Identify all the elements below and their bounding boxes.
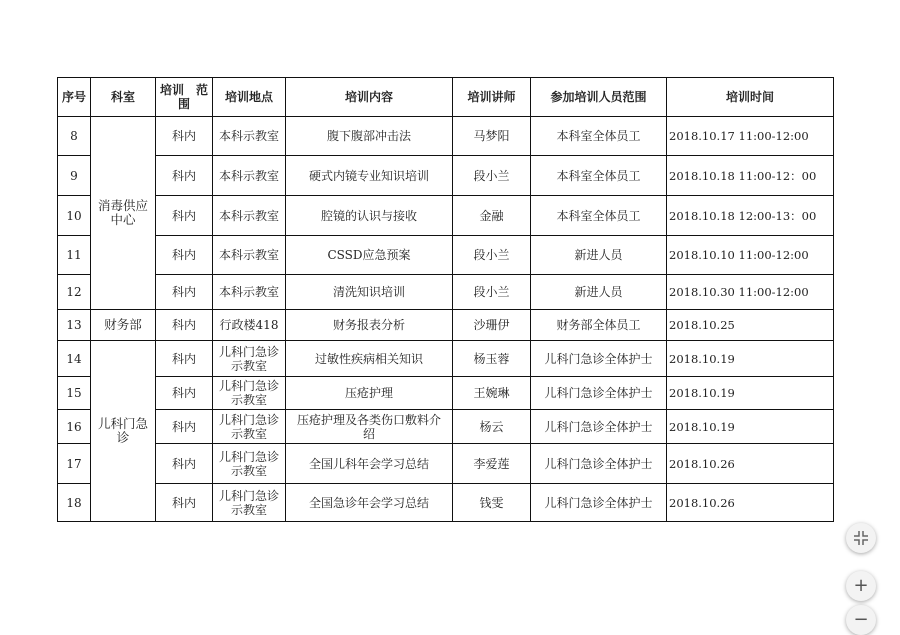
cell-no: 18 [58, 484, 91, 522]
cell-location-line1: 儿科门急诊 [218, 412, 279, 427]
table-row [58, 484, 834, 522]
dept-peds-line1: 儿科门急 [97, 416, 148, 431]
cell-lecturer: 杨云 [453, 410, 531, 444]
cell-scope: 科内 [156, 117, 213, 156]
header-scope [156, 78, 213, 117]
cell-participants: 新进人员 [531, 236, 667, 275]
cell-participants: 儿科门急诊全体护士 [531, 341, 667, 377]
dept-pediatric-emergency [91, 341, 156, 522]
cell-participants: 儿科门急诊全体护士 [531, 444, 667, 484]
header-participants: 参加培训人员范围 [531, 78, 667, 117]
cell-content-line2: 绍 [362, 426, 375, 441]
cell-location [213, 377, 286, 410]
cell-lecturer: 段小兰 [453, 275, 531, 310]
dept-finance: 财务部 [91, 310, 156, 341]
cell-content [286, 410, 453, 444]
cell-location: 本科示教室 [213, 117, 286, 156]
cell-participants: 本科室全体员工 [531, 156, 667, 196]
cell-content: 硬式内镜专业知识培训 [286, 156, 453, 196]
cell-location [213, 444, 286, 484]
table-row [58, 196, 834, 236]
header-dept: 科室 [91, 78, 156, 117]
cell-location: 本科示教室 [213, 275, 286, 310]
cell-location: 本科示教室 [213, 156, 286, 196]
cell-participants: 新进人员 [531, 275, 667, 310]
cell-no: 14 [58, 341, 91, 377]
zoom-out-button[interactable] [846, 605, 876, 635]
cell-content: 过敏性疾病相关知识 [286, 341, 453, 377]
cell-participants: 儿科门急诊全体护士 [531, 377, 667, 410]
cell-content: 全国儿科年会学习总结 [286, 444, 453, 484]
dept-supply-center [91, 117, 156, 310]
cell-scope: 科内 [156, 444, 213, 484]
cell-location-line2: 示教室 [230, 502, 267, 517]
header-lecturer: 培训讲师 [453, 78, 531, 117]
cell-time: 2018.10.18 12:00-13：00 [667, 196, 834, 236]
cell-location: 本科示教室 [213, 236, 286, 275]
cell-time: 2018.10.25 [667, 310, 834, 341]
cell-content: CSSD应急预案 [286, 236, 453, 275]
cell-lecturer: 金融 [453, 196, 531, 236]
cell-location [213, 341, 286, 377]
cell-time: 2018.10.26 [667, 444, 834, 484]
cell-scope: 科内 [156, 484, 213, 522]
cell-scope: 科内 [156, 410, 213, 444]
table-row [58, 377, 834, 410]
table-row [58, 275, 834, 310]
cell-no: 10 [58, 196, 91, 236]
cell-time: 2018.10.19 [667, 341, 834, 377]
header-scope-line1: 培训 范 [159, 83, 208, 97]
cell-location [213, 484, 286, 522]
table-header-row [58, 78, 834, 117]
cell-time: 2018.10.19 [667, 410, 834, 444]
header-scope-line2: 围 [177, 97, 190, 111]
header-no: 序号 [58, 78, 91, 117]
cell-scope: 科内 [156, 341, 213, 377]
cell-no: 17 [58, 444, 91, 484]
header-content: 培训内容 [286, 78, 453, 117]
cell-lecturer: 段小兰 [453, 156, 531, 196]
cell-content-line1: 压疮护理及各类伤口敷料介 [296, 412, 441, 427]
cell-location: 行政楼418 [213, 310, 286, 341]
cell-participants: 财务部全体员工 [531, 310, 667, 341]
cell-participants: 儿科门急诊全体护士 [531, 410, 667, 444]
cell-location-line2: 示教室 [230, 426, 267, 441]
cell-content: 腔镜的认识与接收 [286, 196, 453, 236]
cell-no: 9 [58, 156, 91, 196]
cell-lecturer: 沙珊伊 [453, 310, 531, 341]
cell-location [213, 410, 286, 444]
cell-no: 11 [58, 236, 91, 275]
cell-no: 12 [58, 275, 91, 310]
cell-scope: 科内 [156, 156, 213, 196]
cell-content: 压疮护理 [286, 377, 453, 410]
cell-no: 8 [58, 117, 91, 156]
cell-content: 财务报表分析 [286, 310, 453, 341]
cell-scope: 科内 [156, 275, 213, 310]
table-row [58, 410, 834, 444]
cell-content: 清洗知识培训 [286, 275, 453, 310]
cell-scope: 科内 [156, 196, 213, 236]
cell-time: 2018.10.26 [667, 484, 834, 522]
cell-scope: 科内 [156, 236, 213, 275]
cell-content: 全国急诊年会学习总结 [286, 484, 453, 522]
cell-participants: 本科室全体员工 [531, 196, 667, 236]
cell-time: 2018.10.19 [667, 377, 834, 410]
cell-location-line2: 示教室 [230, 463, 267, 478]
header-location: 培训地点 [213, 78, 286, 117]
cell-lecturer: 钱雯 [453, 484, 531, 522]
table-row [58, 444, 834, 484]
cell-no: 16 [58, 410, 91, 444]
table-row [58, 341, 834, 377]
cell-time: 2018.10.18 11:00-12：00 [667, 156, 834, 196]
header-time: 培训时间 [667, 78, 834, 117]
collapse-arrows-icon [853, 530, 869, 546]
cell-lecturer: 王婉琳 [453, 377, 531, 410]
cell-location-line1: 儿科门急诊 [218, 344, 279, 359]
cell-time: 2018.10.10 11:00-12:00 [667, 236, 834, 275]
cell-location-line2: 示教室 [230, 358, 267, 373]
cell-content: 腹下腹部冲击法 [286, 117, 453, 156]
cell-no: 15 [58, 377, 91, 410]
cell-time: 2018.10.17 11:00-12:00 [667, 117, 834, 156]
table-row [58, 117, 834, 156]
cell-location-line1: 儿科门急诊 [218, 449, 279, 464]
dept-supply-line2: 中心 [110, 212, 136, 227]
cell-participants: 儿科门急诊全体护士 [531, 484, 667, 522]
cell-scope: 科内 [156, 377, 213, 410]
cell-lecturer: 杨玉蓉 [453, 341, 531, 377]
minus-icon: − [853, 609, 869, 630]
cell-location: 本科示教室 [213, 196, 286, 236]
cell-lecturer: 马梦阳 [453, 117, 531, 156]
training-schedule-table [57, 77, 834, 522]
cell-lecturer: 李爱莲 [453, 444, 531, 484]
cell-location-line2: 示教室 [230, 393, 267, 407]
zoom-in-button[interactable] [846, 571, 876, 601]
cell-lecturer: 段小兰 [453, 236, 531, 275]
dept-supply-line1: 消毒供应 [97, 198, 148, 213]
table-row [58, 310, 834, 341]
plus-icon: + [853, 575, 869, 596]
dept-peds-line2: 诊 [116, 430, 130, 445]
cell-time: 2018.10.30 11:00-12:00 [667, 275, 834, 310]
fit-page-button[interactable] [846, 523, 876, 553]
cell-location-line1: 儿科门急诊 [218, 379, 279, 393]
cell-scope: 科内 [156, 310, 213, 341]
cell-participants: 本科室全体员工 [531, 117, 667, 156]
cell-location-line1: 儿科门急诊 [218, 488, 279, 503]
table-row [58, 156, 834, 196]
cell-no: 13 [58, 310, 91, 341]
table-row [58, 236, 834, 275]
